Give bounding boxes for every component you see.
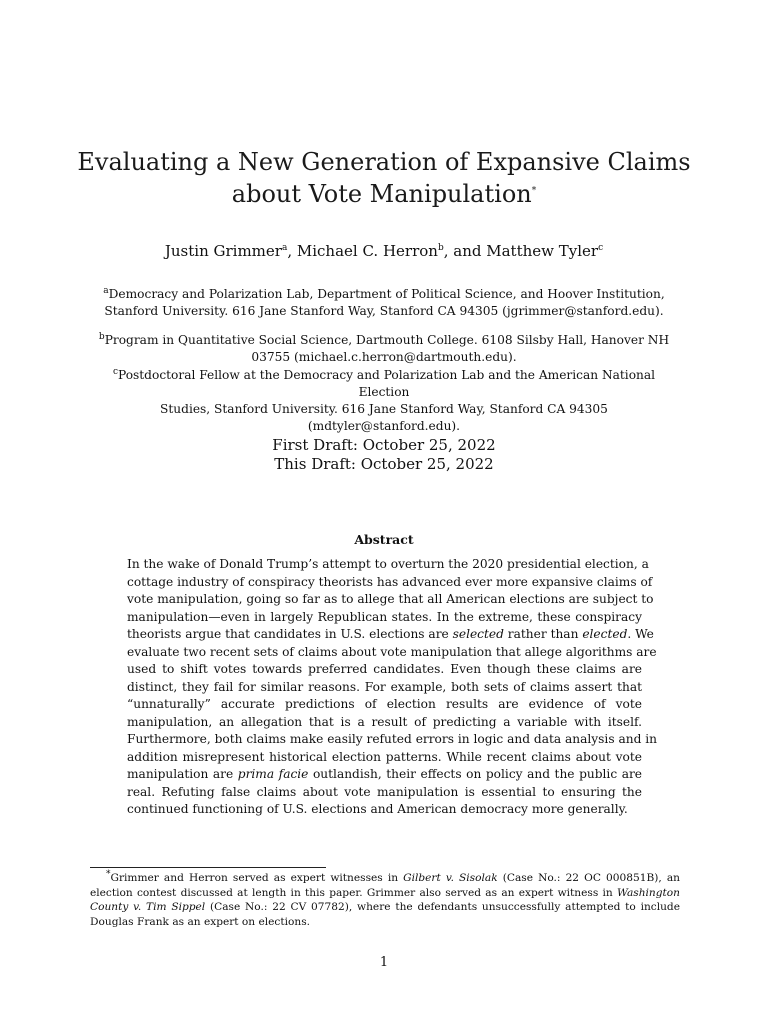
footnote-case-name: County v. Tim Sippel <box>90 901 206 913</box>
footnote-line: Douglas Frank as an expert on elections. <box>90 915 311 928</box>
affiliation-a <box>90 286 678 320</box>
footnote-line <box>90 886 680 901</box>
abstract-text: theorists argue that candidates in U.S. elections are <box>127 627 453 641</box>
title-line-1: Evaluating a New Generation of Expansive Claims <box>77 148 691 176</box>
footnote-text: Grimmer and Herron served as expert witnesses in <box>110 872 404 884</box>
abstract-line: manipulation, an allegation that is a result of predicting a variable with itself. <box>127 714 642 729</box>
first-draft-date: First Draft: October 25, 2022 <box>272 436 496 454</box>
abstract-line: cottage industry of conspiracy theorists has advanced ever more expansive claims of <box>127 574 653 589</box>
abstract-heading: Abstract <box>354 532 414 547</box>
author-affiliation-marker: c <box>598 243 604 253</box>
abstract-line: vote manipulation, going so far as to allege that all American elections are subject to <box>127 592 654 606</box>
draft-dates <box>0 436 768 474</box>
author-separator: , and <box>443 242 487 260</box>
author-name: Justin Grimmer <box>164 242 282 260</box>
title-line-2-text: about Vote Manipulation <box>231 180 532 208</box>
footnote-case-name: Gilbert v. Sisolak <box>403 872 498 884</box>
author-name: Matthew Tyler <box>486 242 599 260</box>
abstract-line: continued functioning of U.S. elections and American democracy more generally. <box>127 802 628 816</box>
author-list <box>0 240 768 262</box>
footnote-text: election contest discussed at length in this paper. Grimmer also served as an expert witness in <box>90 886 617 899</box>
affiliation-line <box>90 367 678 401</box>
paper-title <box>0 146 768 210</box>
abstract-text: outlandish, their effects on policy and the public are <box>308 767 642 781</box>
author-affiliation-marker: a <box>281 243 288 253</box>
footnote-line <box>90 900 680 915</box>
abstract-emphasis: selected <box>452 627 504 641</box>
affiliation-c <box>90 367 678 435</box>
abstract-line: manipulation—even in largely Republican states. In the extreme, these conspiracy <box>127 609 642 624</box>
affiliation-marker: b <box>98 331 105 342</box>
abstract-line: Furthermore, both claims make easily refuted errors in logic and data analysis and in <box>127 732 657 746</box>
title-footnote-marker: * <box>531 186 537 196</box>
abstract-emphasis: prima facie <box>237 767 309 781</box>
author-affiliation-marker: b <box>437 243 444 253</box>
abstract-line: used to shift votes towards preferred candidates. Even though these claims are <box>127 662 642 676</box>
abstract-body <box>127 556 657 819</box>
abstract-line: “unnaturally” accurate predictions of election results are evidence of vote <box>127 697 642 711</box>
title-line-2 <box>0 178 768 210</box>
footnote-text: (Case No.: 22 CV 07782), where the defendants unsuccessfully attempted to include <box>205 901 680 913</box>
affiliation-line <box>90 286 678 303</box>
abstract-line: In the wake of Donald Trump’s attempt to overturn the 2020 presidential election, a <box>127 557 649 571</box>
affiliation-marker: a <box>103 285 109 296</box>
affiliation-b <box>90 332 678 366</box>
this-draft-date: This Draft: October 25, 2022 <box>274 455 494 473</box>
abstract-text: . We <box>627 627 654 641</box>
footnote-case-name: Washington <box>617 886 680 899</box>
abstract-line: addition misrepresent historical election patterns. While recent claims about vote <box>127 749 642 764</box>
abstract-text: manipulation are <box>127 767 238 781</box>
abstract-line <box>127 766 642 784</box>
footnote <box>90 871 680 929</box>
footnote-marker: * <box>106 869 111 880</box>
author-name: Michael C. Herron <box>296 242 438 260</box>
affiliation-text: Democracy and Polarization Lab, Department of Political Science, and Hoover Institution, <box>108 287 665 301</box>
abstract-line <box>127 626 654 644</box>
affiliation-line: 03755 (michael.c.herron@dartmouth.edu). <box>251 350 517 364</box>
abstract-emphasis: elected <box>582 627 628 641</box>
affiliation-text: Program in Quantitative Social Science, Dartmouth College. 6108 Silsby Hall, Hanover NH <box>104 333 670 347</box>
affiliation-marker: c <box>112 366 118 377</box>
abstract-text: rather than <box>503 627 583 641</box>
footnote-rule <box>90 867 326 868</box>
footnote-text: (Case No.: 22 OC 000851B), an <box>497 872 680 884</box>
affiliation-line: Studies, Stanford University. 616 Jane Stanford Way, Stanford CA 94305 (mdtyler@stanford.edu). <box>160 402 608 433</box>
footnote-line <box>90 871 680 886</box>
abstract-line: real. Refuting false claims about vote manipulation is essential to ensuring the <box>127 784 642 799</box>
page-number: 1 <box>379 955 389 970</box>
abstract-line: distinct, they fail for similar reasons. For example, both sets of claims assert that <box>127 679 642 694</box>
affiliation-text: Postdoctoral Fellow at the Democracy and Polarization Lab and the American National Election <box>117 368 656 399</box>
abstract-line: evaluate two recent sets of claims about vote manipulation that allege algorithms are <box>127 644 657 659</box>
affiliation-line <box>90 332 678 349</box>
affiliation-line: Stanford University. 616 Jane Stanford Way, Stanford CA 94305 (jgrimmer@stanford.edu). <box>104 304 664 318</box>
author-separator: , <box>287 242 297 260</box>
